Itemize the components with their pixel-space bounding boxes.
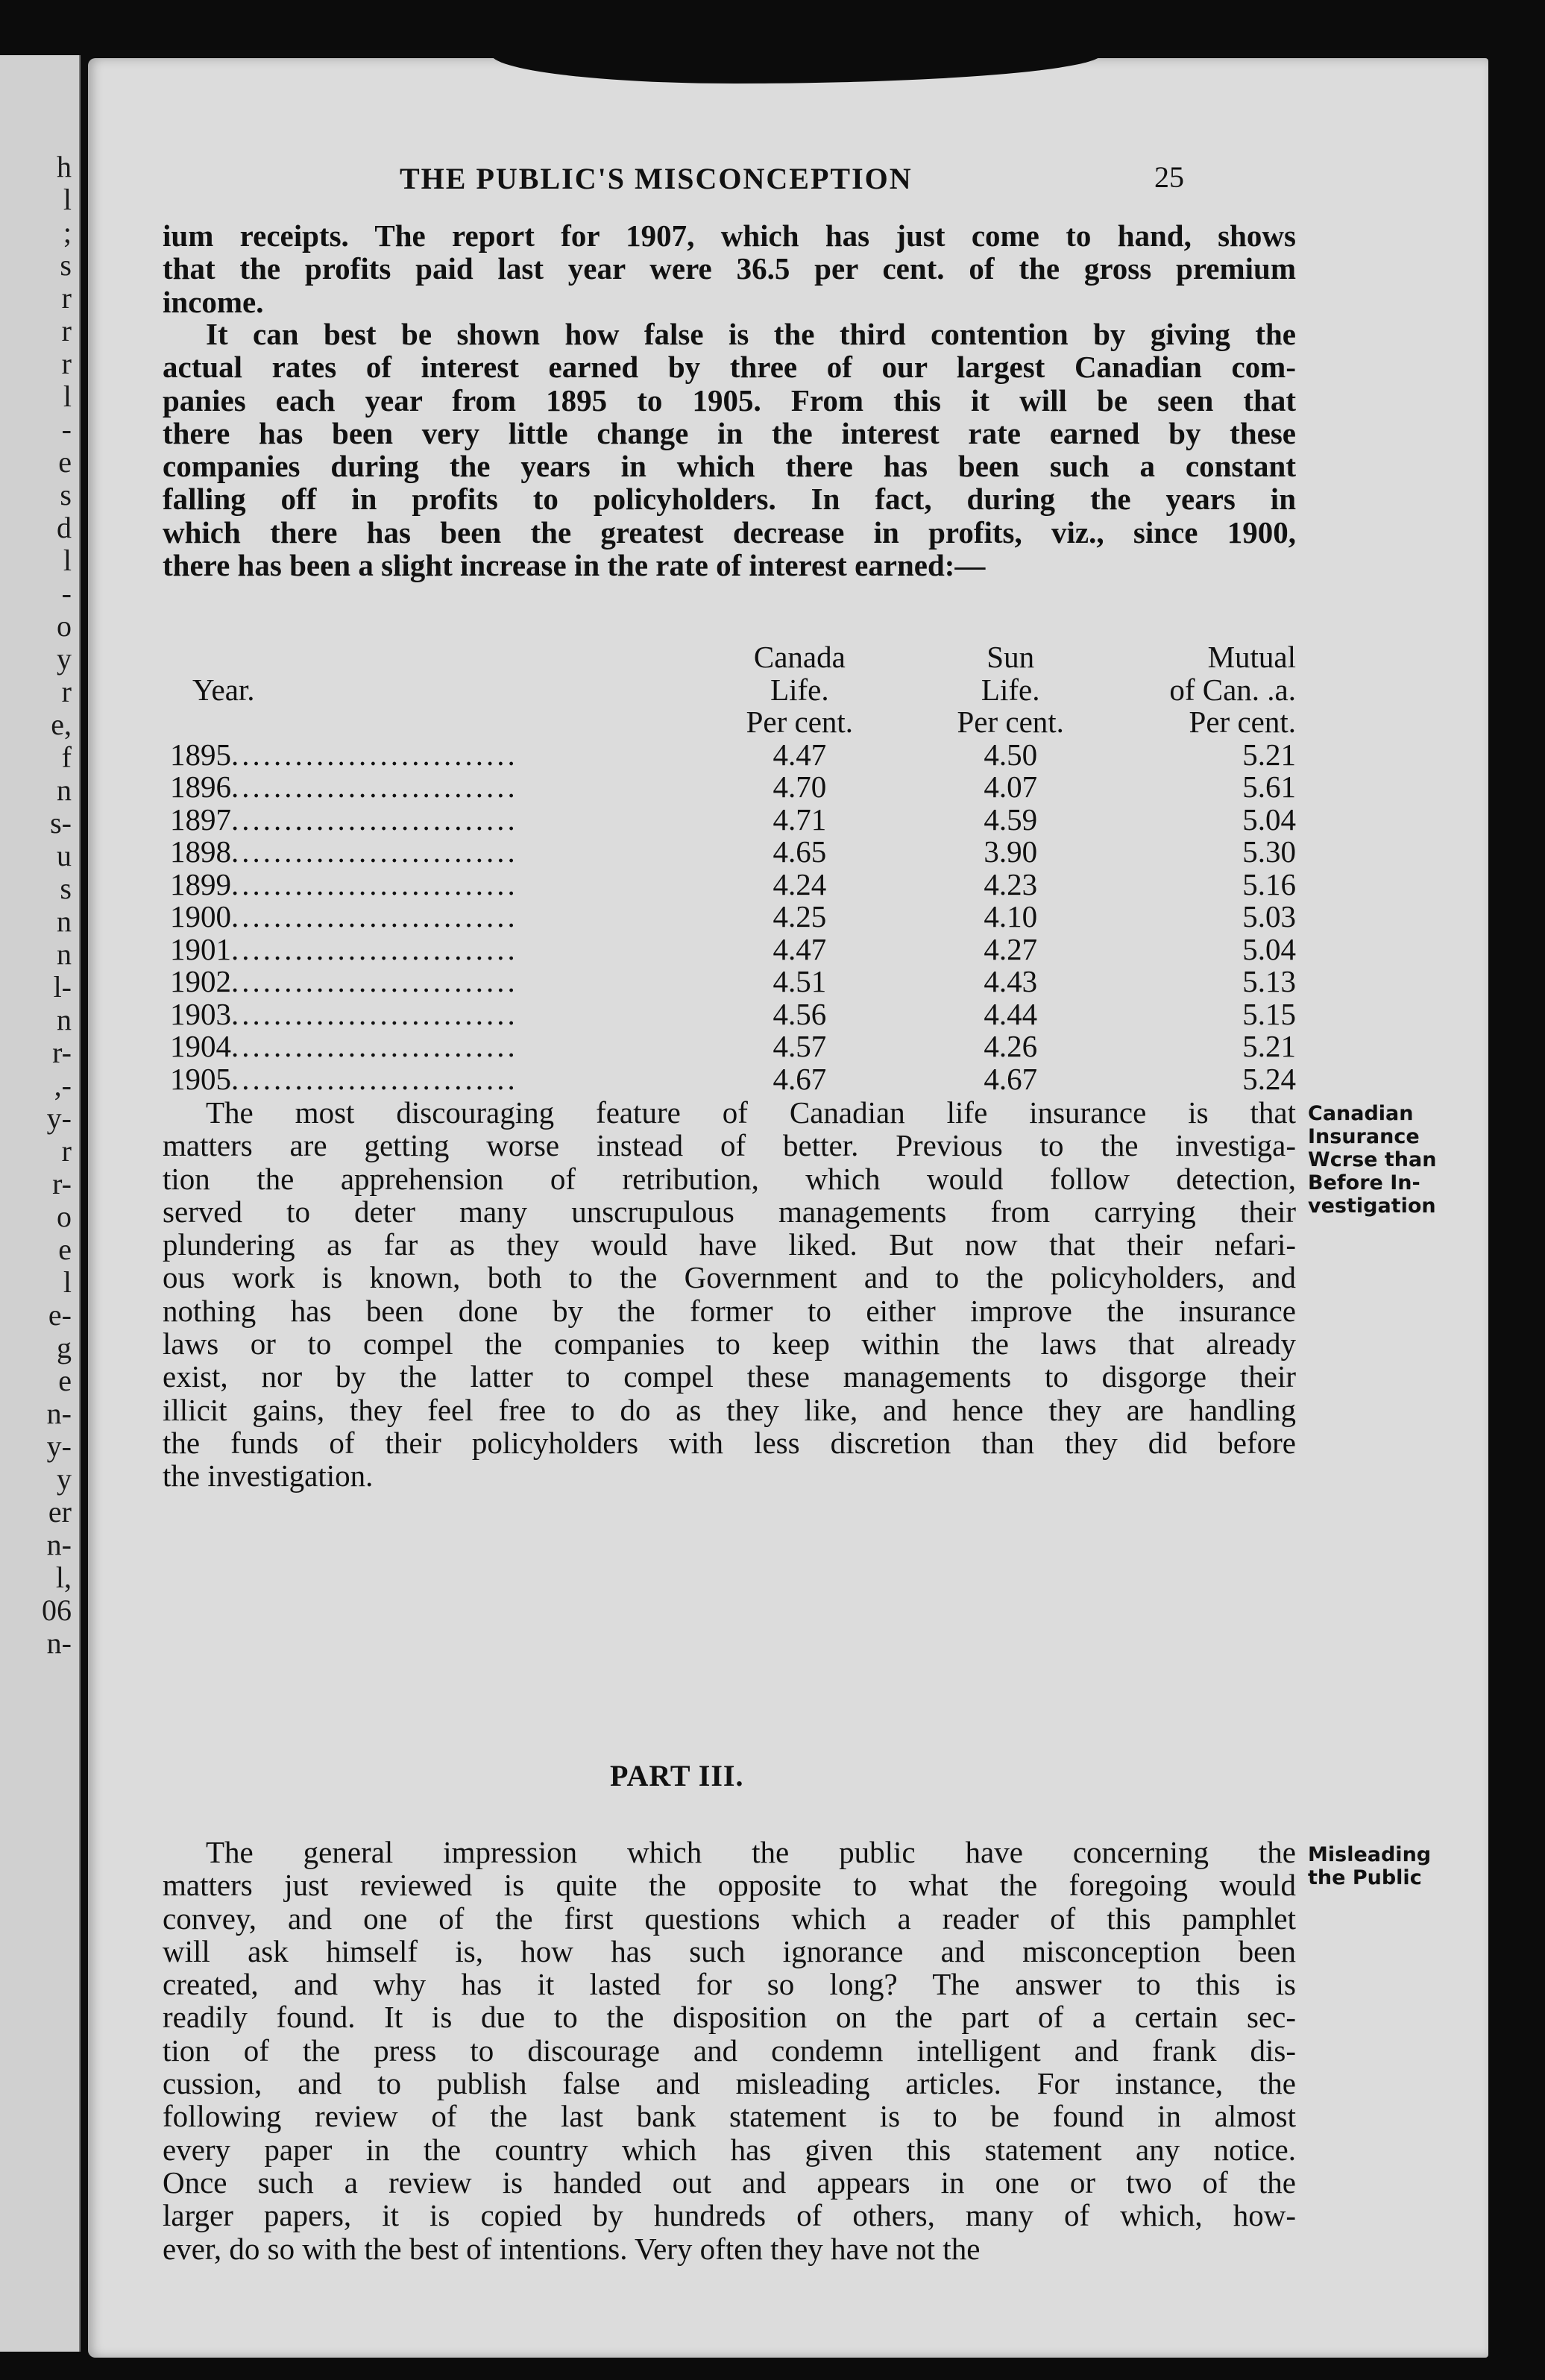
year-cell: 1895	[170, 738, 231, 771]
canada-life-cell: 4.70	[772, 769, 827, 804]
table-row	[170, 804, 1296, 837]
left-page-fragment: u	[57, 839, 72, 872]
sun-life-cell: 4.23	[984, 866, 1038, 901]
year-cell: 1901	[170, 933, 231, 966]
left-page-fragment: n	[57, 773, 72, 807]
mutual-cell: 5.15	[1242, 996, 1296, 1031]
left-page-fragment: 06	[42, 1593, 72, 1627]
left-page-fragment: l	[63, 1265, 72, 1299]
canada-life-cell: 4.47	[772, 737, 827, 772]
left-page-fragment: l-	[53, 970, 72, 1004]
left-page-fragment: r-	[52, 1036, 72, 1069]
year-cell: 1905	[170, 1062, 231, 1095]
left-page-fragment: ,-	[54, 1068, 72, 1102]
running-header: THE PUBLIC'S MISCONCEPTION	[400, 162, 913, 195]
year-cell: 1900	[170, 901, 231, 934]
left-page-fragment: y	[57, 642, 72, 676]
column-header-mutual: Mutual	[1207, 640, 1296, 674]
text-line: matters are getting worse instead of better. Previous to the investiga-	[163, 1128, 1296, 1163]
part-heading: PART III.	[610, 1759, 744, 1792]
text-line: there has been very little change in the interest rate earned by these	[163, 415, 1296, 450]
text-line: ever, do so with the best of intentions. Very often they have not the	[163, 2231, 981, 2266]
canada-life-cell: 4.47	[772, 931, 827, 966]
leader-dots: ...........................	[231, 901, 518, 934]
mutual-cell: 5.04	[1242, 802, 1296, 837]
mutual-cell: 5.13	[1242, 964, 1296, 998]
table-row	[170, 934, 1296, 966]
left-page-fragment: -	[61, 576, 72, 610]
text-line: actual rates of interest earned by three of our largest Canadian com-	[163, 350, 1296, 385]
text-line: It can best be shown how false is the third contention by giving the	[206, 317, 1296, 351]
leader-dots: ...........................	[231, 1062, 518, 1095]
left-page-fragment: e,	[51, 708, 72, 741]
year-cell: 1897	[170, 803, 231, 836]
canada-life-cell: 4.67	[772, 1061, 827, 1096]
sun-life-cell: 4.67	[984, 1061, 1038, 1096]
sun-life-cell: 4.10	[984, 899, 1038, 934]
left-page-fragment: r	[61, 314, 72, 347]
mutual-cell: 5.61	[1242, 769, 1296, 804]
year-cell: 1896	[170, 771, 231, 804]
year-cell: 1898	[170, 836, 231, 869]
leader-dots: ...........................	[231, 803, 518, 836]
text-line: which there has been the greatest decrease in profits, viz., since 1900,	[163, 514, 1296, 550]
year-cell: 1903	[170, 998, 231, 1030]
left-page-fragment: o	[57, 609, 72, 643]
text-line: the investigation.	[163, 1458, 374, 1493]
text-line: companies during the years in which there has been such a constant	[163, 449, 1296, 484]
text-line: illicit gains, they feel free to do as they like, and hence they are handling	[163, 1392, 1296, 1427]
table-header-row-2: Year. Life. Life. of Can. .a.	[170, 674, 1296, 707]
text-line: served to deter many unscrupulous managements from carrying their	[163, 1194, 1296, 1229]
table-row	[170, 998, 1296, 1031]
left-page-fragment: y-	[46, 1429, 72, 1463]
text-line: there has been a slight increase in the rate of interest earned:—	[163, 548, 986, 583]
left-page-fragment: e-	[48, 1298, 72, 1332]
table-row	[170, 966, 1296, 998]
text-line: The most discouraging feature of Canadian life insurance is that	[206, 1095, 1296, 1130]
left-page-fragment: n-	[46, 1397, 72, 1430]
margin-note-misleading-public: Misleading the Public	[1308, 1843, 1432, 1889]
text-line: nothing has been done by the former to either improve the insurance	[163, 1293, 1296, 1328]
canada-life-cell: 4.57	[772, 1029, 827, 1063]
text-line: ium receipts. The report for 1907, which has just come to hand, shows	[163, 218, 1296, 253]
column-header-sun: Sun	[987, 640, 1035, 674]
canada-life-cell: 4.56	[772, 996, 827, 1031]
sun-life-cell: 4.07	[984, 769, 1038, 804]
text-line: following review of the last bank statement is to be found in almost	[163, 2099, 1296, 2134]
left-page-fragment: y	[57, 1462, 72, 1496]
table-row	[170, 1063, 1296, 1096]
left-page-fragment: s-	[50, 806, 72, 840]
mutual-cell: 5.03	[1242, 899, 1296, 934]
interest-rates-table	[170, 641, 1296, 1095]
paragraph-4	[163, 1836, 1296, 2265]
page-number: 25	[1154, 160, 1184, 194]
sun-life-cell: 4.44	[984, 996, 1038, 1031]
left-page-fragment: r	[61, 347, 72, 380]
leader-dots: ...........................	[231, 836, 518, 869]
margin-note-canadian-insurance: Canadian Insurance Wcrse than Before In- vestigation	[1308, 1102, 1437, 1218]
text-line: matters just reviewed is quite the opposite to what the foregoing would	[163, 1868, 1296, 1903]
text-line: ous work is known, both to the Government and to the policyholders, and	[163, 1260, 1296, 1295]
left-page-fragment: y-	[46, 1101, 72, 1135]
text-line: laws or to compel the companies to keep within the laws that already	[163, 1326, 1296, 1361]
text-line: exist, nor by the latter to compel these managements to disgorge their	[163, 1359, 1296, 1394]
left-page-fragment: s	[60, 478, 72, 511]
text-line: tion of the press to discourage and condemn intelligent and frank dis-	[163, 2033, 1296, 2068]
table-row	[170, 1030, 1296, 1063]
text-line: the funds of their policyholders with less discretion than they did before	[163, 1425, 1296, 1460]
paragraph-2	[163, 318, 1296, 582]
left-page-fragment: g	[57, 1331, 72, 1364]
canada-life-cell: 4.71	[772, 802, 827, 837]
left-page-fragment: n	[57, 1003, 72, 1036]
text-line: will ask himself is, how has such ignorance and misconception been	[163, 1933, 1296, 1968]
table-header-row-3: Per cent. Per cent. Per cent.	[746, 705, 1296, 739]
canada-life-cell: 4.65	[772, 834, 827, 869]
left-page-fragment: h	[57, 150, 72, 183]
left-page-fragment: r	[61, 281, 72, 315]
column-header-year: Year.	[192, 672, 255, 707]
paragraph-1	[163, 219, 1296, 318]
leader-dots: ...........................	[231, 738, 518, 771]
left-page-fragment: e	[58, 1232, 72, 1266]
text-line: plundering as far as they would have liked. But now that their nefari-	[163, 1227, 1296, 1262]
text-line: income.	[163, 284, 264, 319]
text-line: cussion, and to publish false and misleading articles. For instance, the	[163, 2066, 1296, 2101]
sun-life-cell: 3.90	[984, 834, 1038, 869]
table-row	[170, 771, 1296, 804]
left-page-fragment: d	[57, 511, 72, 544]
left-page-fragment: l,	[55, 1561, 72, 1594]
text-line: that the profits paid last year were 36.5 per cent. of the gross premium	[163, 251, 1296, 286]
mutual-cell: 5.21	[1242, 1029, 1296, 1063]
left-page-fragment: r	[61, 675, 72, 708]
column-header-canada: Canada	[753, 640, 846, 674]
text-line: falling off in profits to policyholders. In fact, during the years in	[163, 482, 1296, 517]
left-page-fragment: n	[57, 904, 72, 938]
text-line: Once such a review is handed out and appears in one or two of the	[163, 2165, 1296, 2200]
left-page-fragment: -	[61, 412, 72, 446]
year-cell: 1899	[170, 868, 231, 901]
table-row	[170, 869, 1296, 901]
text-line: created, and why has it lasted for so long? The answer to this is	[163, 1967, 1296, 2002]
year-cell: 1902	[170, 966, 231, 998]
mutual-cell: 5.21	[1242, 737, 1296, 772]
left-page-fragment: s	[60, 872, 72, 905]
leader-dots: ...........................	[231, 771, 518, 804]
torn-edge	[491, 54, 1102, 84]
left-page-fragment: l	[63, 380, 72, 413]
text-line: panies each year from 1895 to 1905. From this it will be seen that	[163, 382, 1296, 418]
text-line: every paper in the country which has given this statement any notice.	[163, 2132, 1296, 2167]
left-page-fragment: ;	[63, 215, 72, 249]
table-header-row-1	[170, 641, 1296, 674]
canada-life-cell: 4.51	[772, 964, 827, 998]
table-row	[170, 836, 1296, 869]
leader-dots: ...........................	[231, 1030, 518, 1063]
left-page-fragment: e	[58, 445, 72, 479]
text-line: The general impression which the public have concerning the	[206, 1835, 1296, 1869]
book-page	[88, 58, 1488, 2358]
text-line: readily found. It is due to the disposition on the part of a certain sec-	[163, 2000, 1296, 2035]
sun-life-cell: 4.59	[984, 802, 1038, 837]
left-page-fragment: n-	[46, 1528, 72, 1561]
mutual-cell: 5.24	[1242, 1061, 1296, 1096]
year-cell: 1904	[170, 1030, 231, 1063]
left-page-fragment: e	[58, 1364, 72, 1397]
sun-life-cell: 4.27	[984, 931, 1038, 966]
adjacent-left-page	[0, 55, 81, 2352]
text-line: tion the apprehension of retribution, which would follow detection,	[163, 1161, 1296, 1196]
sun-life-cell: 4.26	[984, 1029, 1038, 1063]
left-page-fragment: er	[48, 1495, 72, 1529]
leader-dots: ...........................	[231, 966, 518, 998]
table-row	[170, 901, 1296, 934]
leader-dots: ...........................	[231, 868, 518, 901]
left-page-fragment: n	[57, 937, 72, 971]
leader-dots: ...........................	[231, 998, 518, 1030]
canada-life-cell: 4.24	[772, 866, 827, 901]
sun-life-cell: 4.43	[984, 964, 1038, 998]
left-page-fragment: l	[63, 183, 72, 216]
mutual-cell: 5.16	[1242, 866, 1296, 901]
left-page-fragment: s	[60, 248, 72, 282]
mutual-cell: 5.04	[1242, 931, 1296, 966]
canada-life-cell: 4.25	[772, 899, 827, 934]
sun-life-cell: 4.50	[984, 737, 1038, 772]
text-line: convey, and one of the first questions which a reader of this pamphlet	[163, 1901, 1296, 1936]
left-page-fragment: o	[57, 1200, 72, 1233]
mutual-cell: 5.30	[1242, 834, 1296, 869]
table-row	[170, 739, 1296, 772]
leader-dots: ...........................	[231, 933, 518, 966]
text-line: larger papers, it is copied by hundreds of others, many of which, how-	[163, 2198, 1296, 2233]
left-page-fragment: r	[61, 1134, 72, 1168]
left-page-fragment: l	[63, 544, 72, 577]
left-page-fragment: r-	[52, 1167, 72, 1200]
left-page-fragment: n-	[46, 1626, 72, 1660]
paragraph-3	[163, 1096, 1296, 1493]
left-page-fragment: f	[61, 740, 72, 774]
